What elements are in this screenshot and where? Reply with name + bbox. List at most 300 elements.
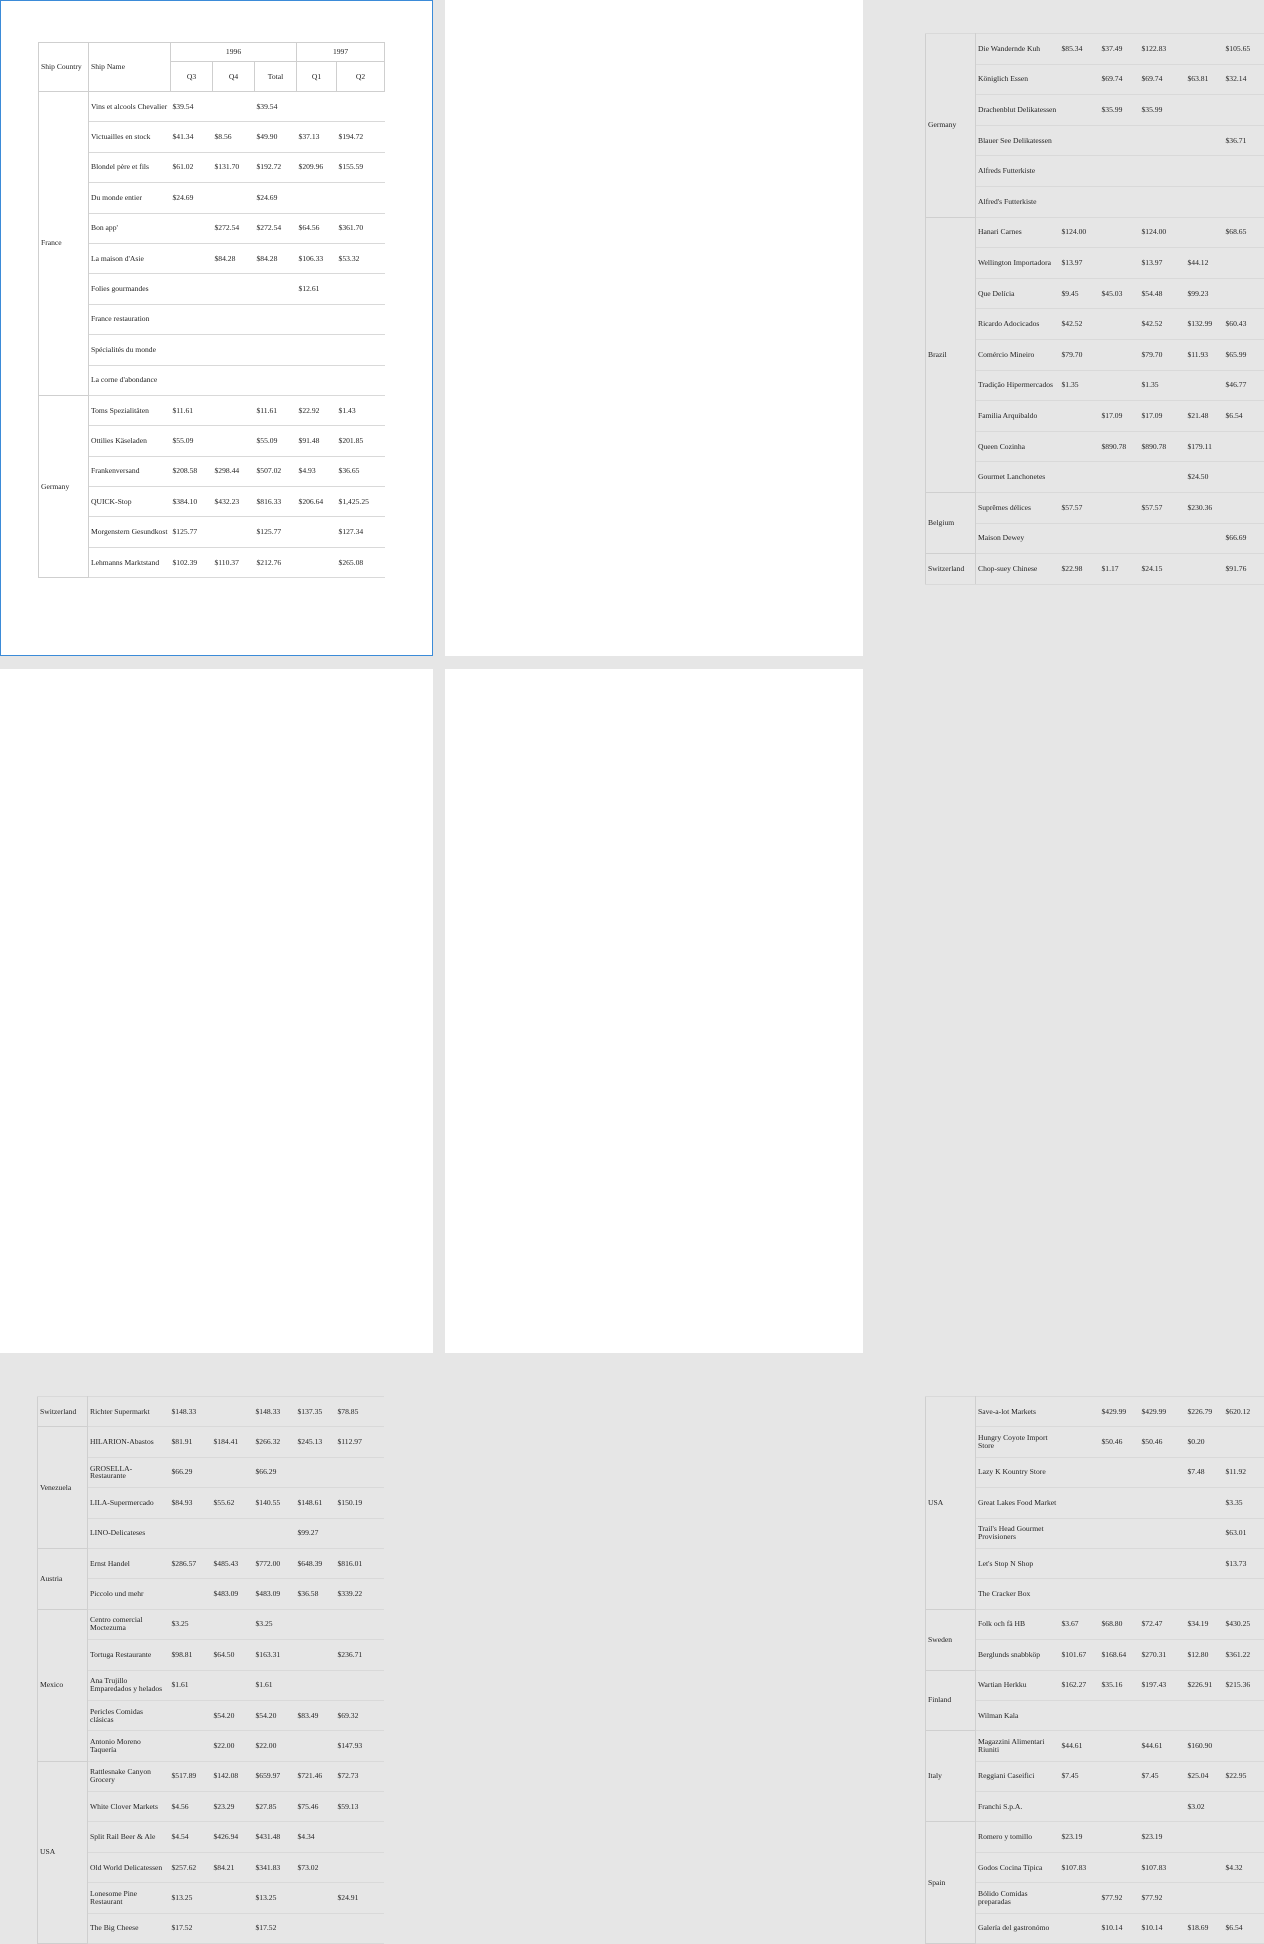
q2-value-cell: [1224, 1792, 1264, 1822]
ship-name-cell: Split Rail Beer & Ale: [88, 1822, 170, 1852]
total-value-cell: $69.74: [1140, 64, 1186, 95]
q1-value-cell: [296, 1731, 336, 1761]
q1-value-cell: [296, 1670, 336, 1700]
q4-value-cell: [213, 274, 255, 304]
table-row: [39, 92, 385, 122]
q4-value-cell: [1100, 523, 1140, 554]
table-row: [39, 487, 385, 517]
q3-value-cell: [170, 1731, 212, 1761]
total-value-cell: [1140, 1548, 1186, 1578]
table-row: [39, 547, 385, 577]
q3-value-cell: $84.93: [170, 1488, 212, 1518]
ship-name-cell: Victuailles en stock: [89, 122, 171, 152]
q4-value-cell: [1100, 1761, 1140, 1791]
q4-value-cell: [212, 1670, 254, 1700]
q3-value-cell: [170, 1518, 212, 1548]
ship-name-cell: Alfreds Futterkiste: [976, 156, 1060, 187]
q2-value-cell: [336, 1913, 384, 1943]
q2-value-cell: $69.32: [336, 1700, 384, 1730]
q2-value-cell: [1224, 1731, 1264, 1761]
q4-value-cell: [212, 1397, 254, 1427]
q1-value-cell: [297, 92, 337, 122]
q3-value-cell: [1060, 186, 1100, 217]
table-row: [926, 1427, 1264, 1457]
total-value-cell: $10.14: [1140, 1913, 1186, 1943]
q4-value-cell: $23.29: [212, 1792, 254, 1822]
q3-value-cell: $66.29: [170, 1457, 212, 1487]
q2-value-cell: [336, 1609, 384, 1639]
q3-value-cell: $23.19: [1060, 1822, 1100, 1852]
total-value-cell: $429.99: [1140, 1397, 1186, 1427]
q4-value-cell: [213, 365, 255, 395]
q2-value-cell: $1.43: [337, 395, 385, 425]
q3-value-cell: $517.89: [170, 1761, 212, 1791]
ship-name-cell: Lehmanns Marktstand: [89, 547, 171, 577]
q1-value-cell: $206.64: [297, 487, 337, 517]
q1-value-cell: [1186, 523, 1224, 554]
total-value-cell: $107.83: [1140, 1852, 1186, 1882]
q3-value-cell: $3.25: [170, 1609, 212, 1639]
q3-value-cell: $124.00: [1060, 217, 1100, 248]
q4-value-cell: [1100, 1731, 1140, 1761]
table-row: [926, 523, 1264, 554]
q3-value-cell: [1060, 462, 1100, 493]
q2-value-cell: $361.70: [337, 213, 385, 243]
q2-value-cell: $36.71: [1224, 125, 1264, 156]
q3-value-cell: $7.45: [1060, 1761, 1100, 1791]
table-row: [926, 248, 1264, 279]
q1-value-cell: [297, 304, 337, 334]
ship-country-cell: Finland: [926, 1670, 976, 1731]
q4-value-cell: [1100, 186, 1140, 217]
table-row: [926, 125, 1264, 156]
table-row: [926, 1913, 1264, 1943]
q4-value-cell: $22.00: [212, 1731, 254, 1761]
table-row: [926, 1488, 1264, 1518]
q3-value-cell: [1060, 523, 1100, 554]
q3-value-cell: [1060, 1548, 1100, 1578]
ship-name-cell: Rattlesnake Canyon Grocery: [88, 1761, 170, 1791]
q4-value-cell: $45.03: [1100, 278, 1140, 309]
table-row: [39, 152, 385, 182]
q2-value-cell: $361.22: [1224, 1640, 1264, 1670]
q3-value-cell: [171, 274, 213, 304]
q2-value-cell: $91.76: [1224, 554, 1264, 585]
q2-value-cell: $194.72: [337, 122, 385, 152]
total-value-cell: $659.97: [254, 1761, 296, 1791]
report-page-1: [0, 0, 433, 656]
table-row: [38, 1397, 384, 1427]
table-row: [926, 1518, 1264, 1548]
table-row: [926, 64, 1264, 95]
ship-name-cell: Trail's Head Gourmet Provisioners: [976, 1518, 1060, 1548]
table-row: [39, 395, 385, 425]
table-row: [39, 274, 385, 304]
total-value-cell: [1140, 1700, 1186, 1730]
q3-value-cell: [1060, 1397, 1100, 1427]
ship-country-cell: Belgium: [926, 492, 976, 553]
ship-name-cell: The Cracker Box: [976, 1579, 1060, 1609]
q1-value-cell: $648.39: [296, 1548, 336, 1578]
q1-value-cell: [1186, 217, 1224, 248]
ship-name-cell: Folies gourmandes: [89, 274, 171, 304]
q4-value-cell: [212, 1457, 254, 1487]
q2-value-cell: $11.92: [1224, 1457, 1264, 1487]
q1-value-cell: $12.61: [297, 274, 337, 304]
ship-name-cell: Blondel père et fils: [89, 152, 171, 182]
q2-value-cell: [1224, 248, 1264, 279]
q1-value-cell: [1186, 125, 1224, 156]
q4-value-cell: [213, 304, 255, 334]
q3-value-cell: $42.52: [1060, 309, 1100, 340]
q4-value-cell: [1100, 1822, 1140, 1852]
ship-country-cell: Brazil: [926, 217, 976, 492]
q3-value-cell: $55.09: [171, 426, 213, 456]
q1-value-cell: $230.36: [1186, 492, 1224, 523]
q3-value-cell: $13.97: [1060, 248, 1100, 279]
total-value-cell: $816.33: [255, 487, 297, 517]
q3-value-cell: $9.45: [1060, 278, 1100, 309]
ship-name-cell: Pericles Comidas clásicas: [88, 1700, 170, 1730]
q4-value-cell: $168.64: [1100, 1640, 1140, 1670]
q1-value-cell: $226.79: [1186, 1397, 1224, 1427]
q1-value-cell: $7.48: [1186, 1457, 1224, 1487]
total-value-cell: $23.19: [1140, 1822, 1186, 1852]
table-row: [39, 213, 385, 243]
total-value-cell: $22.00: [254, 1731, 296, 1761]
table-row: [38, 1792, 384, 1822]
q3-value-cell: [1060, 64, 1100, 95]
q1-value-cell: $73.02: [296, 1852, 336, 1882]
ship-name-cell: Die Wandernde Kuh: [976, 34, 1060, 65]
ship-name-cell: Vins et alcools Chevalier: [89, 92, 171, 122]
total-value-cell: [1140, 1579, 1186, 1609]
q3-value-cell: [1060, 1427, 1100, 1457]
total-value-cell: $140.55: [254, 1488, 296, 1518]
report-page-4: [445, 669, 1251, 1933]
q1-value-cell: [1186, 1883, 1224, 1913]
q2-value-cell: [337, 183, 385, 213]
total-value-cell: $55.09: [255, 426, 297, 456]
total-value-cell: [1140, 1488, 1186, 1518]
q3-value-cell: $85.34: [1060, 34, 1100, 65]
ship-name-cell: LINO-Delicateses: [88, 1518, 170, 1548]
q4-value-cell: $64.50: [212, 1640, 254, 1670]
q3-value-cell: [1060, 95, 1100, 126]
q4-value-cell: [1100, 1700, 1140, 1730]
q2-value-cell: $36.65: [337, 456, 385, 486]
q1-value-cell: $0.20: [1186, 1427, 1224, 1457]
q3-value-cell: $57.57: [1060, 492, 1100, 523]
ship-name-cell: Frankenversand: [89, 456, 171, 486]
ship-name-cell: Familia Arquibaldo: [976, 401, 1060, 432]
q4-value-cell: [213, 426, 255, 456]
total-value-cell: $54.20: [254, 1700, 296, 1730]
total-value-cell: $24.15: [1140, 554, 1186, 585]
q4-value-cell: $483.09: [212, 1579, 254, 1609]
total-value-cell: [1140, 186, 1186, 217]
q1-value-cell: $4.34: [296, 1822, 336, 1852]
q4-value-cell: $84.28: [213, 243, 255, 273]
ship-name-cell: Old World Delicatessen: [88, 1852, 170, 1882]
q2-value-cell: [336, 1518, 384, 1548]
total-value-cell: $1.61: [254, 1670, 296, 1700]
q2-value-cell: [1224, 431, 1264, 462]
q4-value-cell: $1.17: [1100, 554, 1140, 585]
ship-name-cell: Wilman Kala: [976, 1700, 1060, 1730]
ship-name-cell: LILA-Supermercado: [88, 1488, 170, 1518]
q2-value-cell: [1224, 186, 1264, 217]
q1-value-cell: $25.04: [1186, 1761, 1224, 1791]
total-value-cell: $3.25: [254, 1609, 296, 1639]
q2-value-cell: $339.22: [336, 1579, 384, 1609]
table-row: [38, 1579, 384, 1609]
q3-value-cell: $4.54: [170, 1822, 212, 1852]
q1-value-cell: $63.81: [1186, 64, 1224, 95]
q1-value-cell: [1186, 554, 1224, 585]
q3-value-cell: [1060, 1700, 1100, 1730]
total-value-cell: $125.77: [255, 517, 297, 547]
total-value-cell: $39.54: [255, 92, 297, 122]
q3-value-cell: [171, 304, 213, 334]
q2-value-cell: $105.65: [1224, 34, 1264, 65]
q1-value-cell: $24.50: [1186, 462, 1224, 493]
ship-name-cell: Ottilies Käseladen: [89, 426, 171, 456]
total-value-cell: $77.92: [1140, 1883, 1186, 1913]
q3-value-cell: $4.56: [170, 1792, 212, 1822]
q4-value-cell: $50.46: [1100, 1427, 1140, 1457]
table-row: [926, 1822, 1264, 1852]
q3-value-cell: $22.98: [1060, 554, 1100, 585]
total-value-cell: $72.47: [1140, 1609, 1186, 1639]
q1-value-cell: $3.02: [1186, 1792, 1224, 1822]
q3-value-cell: $61.02: [171, 152, 213, 182]
q4-value-cell: $35.16: [1100, 1670, 1140, 1700]
ship-country-cell: USA: [926, 1397, 976, 1610]
total-header: Total: [255, 62, 297, 92]
table-row: [38, 1670, 384, 1700]
q4-value-cell: [1100, 309, 1140, 340]
q1-value-cell: $148.61: [296, 1488, 336, 1518]
q1-value-cell: $226.91: [1186, 1670, 1224, 1700]
table-row: [926, 1609, 1264, 1639]
total-value-cell: $148.33: [254, 1397, 296, 1427]
ship-name-cell: Königlich Essen: [976, 64, 1060, 95]
q1-value-cell: [1186, 370, 1224, 401]
q4-value-cell: [1100, 1518, 1140, 1548]
table-row: [926, 1761, 1264, 1791]
q1-value-cell: [297, 547, 337, 577]
q4-value-cell: $298.44: [213, 456, 255, 486]
ship-name-cell: Wartian Herkku: [976, 1670, 1060, 1700]
pivot-header: [39, 43, 385, 92]
table-row: [926, 1731, 1264, 1761]
q4-value-cell: [1100, 1579, 1140, 1609]
total-value-cell: $50.46: [1140, 1427, 1186, 1457]
q1-value-cell: [296, 1913, 336, 1943]
total-value-cell: [1140, 462, 1186, 493]
q1-value-cell: [1186, 186, 1224, 217]
total-value-cell: [255, 304, 297, 334]
ship-name-cell: Reggiani Caseifici: [976, 1761, 1060, 1791]
q1-value-cell: [296, 1640, 336, 1670]
ship-name-cell: La maison d'Asie: [89, 243, 171, 273]
q4-value-cell: [1100, 1488, 1140, 1518]
q4-value-cell: $184.41: [212, 1427, 254, 1457]
total-value-cell: $7.45: [1140, 1761, 1186, 1791]
q3-value-cell: [1060, 1792, 1100, 1822]
q1-value-cell: [1186, 1488, 1224, 1518]
table-row: [39, 304, 385, 334]
q3-value-cell: [171, 213, 213, 243]
ship-name-cell: Let's Stop N Shop: [976, 1548, 1060, 1578]
table-row: [926, 1700, 1264, 1730]
table-row: [926, 156, 1264, 187]
q2-value-cell: $6.54: [1224, 401, 1264, 432]
q1-value-cell: [296, 1457, 336, 1487]
q1-value-cell: $64.56: [297, 213, 337, 243]
q2-value-cell: $59.13: [336, 1792, 384, 1822]
q4-value-cell: $272.54: [213, 213, 255, 243]
q4-value-cell: $17.09: [1100, 401, 1140, 432]
q1-value-cell: $21.48: [1186, 401, 1224, 432]
q2-value-cell: [336, 1852, 384, 1882]
q3-value-cell: [1060, 1457, 1100, 1487]
q1-value-cell: [1186, 95, 1224, 126]
ship-name-cell: Tradição Hipermercados: [976, 370, 1060, 401]
ship-name-cell: Morgenstern Gesundkost: [89, 517, 171, 547]
ship-country-cell: France: [39, 92, 89, 396]
table-row: [38, 1822, 384, 1852]
q1-value-cell: $75.46: [296, 1792, 336, 1822]
q2-value-cell: $201.85: [337, 426, 385, 456]
q3-value-cell: $13.25: [170, 1883, 212, 1913]
total-value-cell: $17.52: [254, 1913, 296, 1943]
ship-name-cell: The Big Cheese: [88, 1913, 170, 1943]
table-row: [39, 183, 385, 213]
table-row: [926, 1670, 1264, 1700]
ship-name-cell: Centro comercial Moctezuma: [88, 1609, 170, 1639]
q2-value-cell: [1224, 1700, 1264, 1730]
q3-value-cell: $384.10: [171, 487, 213, 517]
ship-name-cell: Hungry Coyote Import Store: [976, 1427, 1060, 1457]
q1-value-cell: $91.48: [297, 426, 337, 456]
q3-value-cell: $24.69: [171, 183, 213, 213]
q4-value-cell: $131.70: [213, 152, 255, 182]
ship-name-cell: Drachenblut Delikatessen: [976, 95, 1060, 126]
q2-value-cell: $13.73: [1224, 1548, 1264, 1578]
q3-value-cell: $79.70: [1060, 339, 1100, 370]
total-value-cell: $54.48: [1140, 278, 1186, 309]
q2-value-cell: $65.99: [1224, 339, 1264, 370]
q4-value-cell: [1100, 370, 1140, 401]
total-value-cell: $772.00: [254, 1548, 296, 1578]
q1-value-cell: $137.35: [296, 1397, 336, 1427]
q2-value-cell: $4.32: [1224, 1852, 1264, 1882]
q4-value-cell: [1100, 156, 1140, 187]
ship-name-cell: Bólido Comidas preparadas: [976, 1883, 1060, 1913]
q1-value-cell: [1186, 1518, 1224, 1548]
q3-value-cell: $44.61: [1060, 1731, 1100, 1761]
q1-value-cell: $22.92: [297, 395, 337, 425]
q1-value-cell: $209.96: [297, 152, 337, 182]
ship-name-cell: Lazy K Kountry Store: [976, 1457, 1060, 1487]
q4-value-cell: [1100, 462, 1140, 493]
pivot-table-page-3: [37, 1396, 384, 1944]
q3-value-cell: $286.57: [170, 1548, 212, 1578]
q1-value-cell: $34.19: [1186, 1609, 1224, 1639]
q3-value-cell: [170, 1700, 212, 1730]
total-value-cell: $890.78: [1140, 431, 1186, 462]
table-row: [38, 1852, 384, 1882]
q4-value-cell: [213, 92, 255, 122]
q3-value-cell: $1.35: [1060, 370, 1100, 401]
ship-country-cell: Mexico: [38, 1609, 88, 1761]
q3-value-cell: [171, 243, 213, 273]
q3-value-cell: $39.54: [171, 92, 213, 122]
q1-value-cell: [1186, 1852, 1224, 1882]
ship-name-cell: La corne d'abondance: [89, 365, 171, 395]
q2-value-cell: $265.08: [337, 547, 385, 577]
total-value-cell: [1140, 1518, 1186, 1548]
total-value-cell: $13.97: [1140, 248, 1186, 279]
q1-value-cell: [1186, 34, 1224, 65]
ship-country-cell: Italy: [926, 1731, 976, 1822]
table-row: [38, 1640, 384, 1670]
total-value-cell: $57.57: [1140, 492, 1186, 523]
total-value-cell: $79.70: [1140, 339, 1186, 370]
total-value-cell: [255, 365, 297, 395]
q1-value-cell: [1186, 1579, 1224, 1609]
table-row: [926, 401, 1264, 432]
q1-value-cell: $132.99: [1186, 309, 1224, 340]
q2-value-cell: $46.77: [1224, 370, 1264, 401]
q4-value-cell: [213, 335, 255, 365]
q3-value-cell: $98.81: [170, 1640, 212, 1670]
table-row: [926, 370, 1264, 401]
ship-country-cell: Spain: [926, 1822, 976, 1944]
total-value-cell: $24.69: [255, 183, 297, 213]
table-row: [39, 456, 385, 486]
q2-value-cell: [336, 1822, 384, 1852]
q4-value-cell: $68.80: [1100, 1609, 1140, 1639]
year-1996-header: 1996: [171, 43, 297, 62]
q1-value-cell: $18.69: [1186, 1913, 1224, 1943]
q1-value-cell: $106.33: [297, 243, 337, 273]
q2-value-cell: $112.97: [336, 1427, 384, 1457]
ship-name-cell: HILARION-Abastos: [88, 1427, 170, 1457]
q2-value-cell: [337, 92, 385, 122]
total-value-cell: $11.61: [255, 395, 297, 425]
q4-value-cell: [212, 1883, 254, 1913]
table-row: [38, 1883, 384, 1913]
table-row: [926, 34, 1264, 65]
q1-value-cell: $4.93: [297, 456, 337, 486]
report-page-3: [0, 669, 433, 1933]
q3-value-cell: [1060, 1913, 1100, 1943]
table-row: [926, 339, 1264, 370]
q4-value-cell: [1100, 1457, 1140, 1487]
total-value-cell: $212.76: [255, 547, 297, 577]
table-row: [38, 1488, 384, 1518]
q4-value-cell: [1100, 1792, 1140, 1822]
q4-value-cell: [213, 517, 255, 547]
ship-country-cell: Germany: [39, 395, 89, 577]
q4-value-cell: [213, 183, 255, 213]
q3-value-cell: [1060, 125, 1100, 156]
q1-value-cell: $721.46: [296, 1761, 336, 1791]
ship-name-cell: Wellington Importadora: [976, 248, 1060, 279]
